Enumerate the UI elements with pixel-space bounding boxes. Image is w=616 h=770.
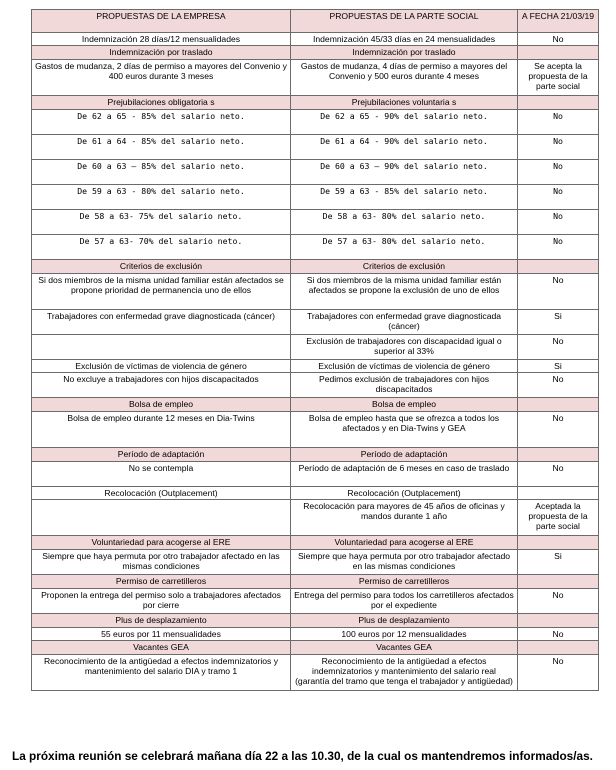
section-row xyxy=(32,487,599,500)
cell-company: Bolsa de empleo durante 12 meses en Dia-Twins xyxy=(32,412,291,448)
section-cell-social: Vacantes GEA xyxy=(291,641,518,655)
cell-date: No xyxy=(518,33,599,46)
cell-date: No xyxy=(518,412,599,448)
table-row xyxy=(32,185,599,210)
section-row xyxy=(32,96,599,110)
cell-social: Entrega del permiso para todos los carretilleros afectados por el expediente xyxy=(291,589,518,614)
section-row xyxy=(32,398,599,412)
table-body xyxy=(32,33,599,691)
header-date: A FECHA 21/03/19 xyxy=(518,10,599,33)
section-cell-company: Voluntariedad para acogerse al ERE xyxy=(32,536,291,550)
section-cell-date xyxy=(518,487,599,500)
cell-social: Pedimos exclusión de trabajadores con hijos discapacitados xyxy=(291,373,518,398)
cell-company: De 60 a 63 – 85% del salario neto. xyxy=(32,160,291,185)
cell-social: De 59 a 63 - 85% del salario neto. xyxy=(291,185,518,210)
cell-company xyxy=(32,500,291,536)
table-row xyxy=(32,274,599,310)
cell-date: No xyxy=(518,135,599,160)
cell-company: Exclusión de víctimas de violencia de género xyxy=(32,360,291,373)
cell-date: No xyxy=(518,235,599,260)
section-cell-company: Plus de desplazamiento xyxy=(32,614,291,628)
cell-social: Si dos miembros de la misma unidad familiar están afectados se propone la exclusión de uno de ellos xyxy=(291,274,518,310)
cell-date: Si xyxy=(518,310,599,335)
cell-date: No xyxy=(518,628,599,641)
section-cell-date xyxy=(518,614,599,628)
table-row xyxy=(32,235,599,260)
cell-company: 55 euros por 11 mensualidades xyxy=(32,628,291,641)
cell-date: No xyxy=(518,589,599,614)
cell-company: Indemnización 28 días/12 mensualidades xyxy=(32,33,291,46)
cell-social: Indemnización 45/33 días en 24 mensualidades xyxy=(291,33,518,46)
cell-social: Gastos de mudanza, 4 días de permiso a mayores del Convenio y 500 euros durante 4 meses xyxy=(291,60,518,96)
cell-date: No xyxy=(518,210,599,235)
table-row xyxy=(32,360,599,373)
table-row xyxy=(32,550,599,575)
table-row xyxy=(32,412,599,448)
cell-social: Exclusión de trabajadores con discapacidad igual o superior al 33% xyxy=(291,335,518,360)
table-row xyxy=(32,462,599,487)
cell-date: No xyxy=(518,335,599,360)
cell-social: Período de adaptación de 6 meses en caso de traslado xyxy=(291,462,518,487)
cell-company: No excluye a trabajadores con hijos discapacitados xyxy=(32,373,291,398)
section-cell-date xyxy=(518,448,599,462)
section-cell-date xyxy=(518,536,599,550)
table-row xyxy=(32,500,599,536)
section-cell-company: Período de adaptación xyxy=(32,448,291,462)
table-row xyxy=(32,160,599,185)
cell-date: Si xyxy=(518,360,599,373)
cell-company: De 62 a 65 - 85% del salario neto. xyxy=(32,110,291,135)
cell-company: De 59 a 63 - 80% del salario neto. xyxy=(32,185,291,210)
cell-date: Aceptada la propuesta de la parte social xyxy=(518,500,599,536)
section-cell-date xyxy=(518,398,599,412)
section-cell-social: Prejubilaciones voluntaria s xyxy=(291,96,518,110)
section-cell-company: Vacantes GEA xyxy=(32,641,291,655)
cell-company: Reconocimiento de la antigüedad a efectos indemnizatorios y mantenimiento del salario DIA y tramo 1 xyxy=(32,655,291,691)
cell-social: 100 euros por 12 mensualidades xyxy=(291,628,518,641)
section-row xyxy=(32,46,599,60)
section-cell-company: Criterios de exclusión xyxy=(32,260,291,274)
cell-date: No xyxy=(518,462,599,487)
cell-date: Si xyxy=(518,550,599,575)
cell-date: Se acepta la propuesta de la parte social xyxy=(518,60,599,96)
table-row xyxy=(32,335,599,360)
section-cell-social: Indemnización por traslado xyxy=(291,46,518,60)
cell-company xyxy=(32,335,291,360)
table-row xyxy=(32,373,599,398)
table-row xyxy=(32,110,599,135)
cell-social: Reconocimiento de la antigüedad a efectos indemnizatorios y mantenimiento del salario real (garantía del tramo que tenga el trabajador y antigüedad) xyxy=(291,655,518,691)
table-row xyxy=(32,310,599,335)
cell-social: Exclusión de víctimas de violencia de género xyxy=(291,360,518,373)
section-cell-date xyxy=(518,96,599,110)
table-row xyxy=(32,33,599,46)
cell-company: De 57 a 63- 70% del salario neto. xyxy=(32,235,291,260)
cell-company: De 61 a 64 - 85% del salario neto. xyxy=(32,135,291,160)
section-cell-date xyxy=(518,260,599,274)
cell-social: Siempre que haya permuta por otro trabajador afectado en las mismas condiciones xyxy=(291,550,518,575)
header-social: PROPUESTAS DE LA PARTE SOCIAL xyxy=(291,10,518,33)
cell-date: No xyxy=(518,655,599,691)
table-row xyxy=(32,60,599,96)
section-row xyxy=(32,260,599,274)
cell-date: No xyxy=(518,110,599,135)
section-cell-company: Prejubilaciones obligatoria s xyxy=(32,96,291,110)
section-cell-social: Recolocación (Outplacement) xyxy=(291,487,518,500)
cell-date: No xyxy=(518,160,599,185)
proposals-table xyxy=(31,9,599,691)
section-cell-company: Indemnización por traslado xyxy=(32,46,291,60)
section-cell-company: Bolsa de empleo xyxy=(32,398,291,412)
section-row xyxy=(32,641,599,655)
table-row xyxy=(32,210,599,235)
section-row xyxy=(32,614,599,628)
cell-company: Siempre que haya permuta por otro trabajador afectado en las mismas condiciones xyxy=(32,550,291,575)
section-cell-social: Criterios de exclusión xyxy=(291,260,518,274)
section-cell-social: Período de adaptación xyxy=(291,448,518,462)
table-row xyxy=(32,655,599,691)
cell-social: De 60 a 63 – 90% del salario neto. xyxy=(291,160,518,185)
footer-note: La próxima reunión se celebrará mañana día 22 a las 10.30, de la cual os mantendremos informados/as. xyxy=(12,749,593,763)
section-cell-company: Recolocación (Outplacement) xyxy=(32,487,291,500)
cell-company: Gastos de mudanza, 2 días de permiso a mayores del Convenio y 400 euros durante 3 meses xyxy=(32,60,291,96)
cell-company: Trabajadores con enfermedad grave diagnosticada (cáncer) xyxy=(32,310,291,335)
cell-date: No xyxy=(518,274,599,310)
section-cell-social: Permiso de carretilleros xyxy=(291,575,518,589)
cell-social: Bolsa de empleo hasta que se ofrezca a todos los afectados y en Dia-Twins y GEA xyxy=(291,412,518,448)
section-cell-date xyxy=(518,46,599,60)
cell-social: De 62 a 65 - 90% del salario neto. xyxy=(291,110,518,135)
cell-company: De 58 a 63- 75% del salario neto. xyxy=(32,210,291,235)
cell-social: Trabajadores con enfermedad grave diagnosticada (cáncer) xyxy=(291,310,518,335)
section-cell-social: Bolsa de empleo xyxy=(291,398,518,412)
cell-date: No xyxy=(518,185,599,210)
section-cell-company: Permiso de carretilleros xyxy=(32,575,291,589)
cell-social: Recolocación para mayores de 45 años de oficinas y mandos durante 1 año xyxy=(291,500,518,536)
cell-social: De 61 a 64 - 90% del salario neto. xyxy=(291,135,518,160)
section-cell-date xyxy=(518,641,599,655)
cell-company: Proponen la entrega del permiso solo a trabajadores afectados por cierre xyxy=(32,589,291,614)
cell-social: De 57 a 63- 80% del salario neto. xyxy=(291,235,518,260)
table-row xyxy=(32,628,599,641)
section-row xyxy=(32,536,599,550)
section-row xyxy=(32,575,599,589)
header-company: PROPUESTAS DE LA EMPRESA xyxy=(32,10,291,33)
table-header-row xyxy=(32,10,599,33)
cell-social: De 58 a 63- 80% del salario neto. xyxy=(291,210,518,235)
table-row xyxy=(32,135,599,160)
table-row xyxy=(32,589,599,614)
section-cell-social: Voluntariedad para acogerse al ERE xyxy=(291,536,518,550)
section-cell-social: Plus de desplazamiento xyxy=(291,614,518,628)
section-cell-date xyxy=(518,575,599,589)
section-row xyxy=(32,448,599,462)
cell-company: Si dos miembros de la misma unidad familiar están afectados se propone prioridad de permanencia uno de ellos xyxy=(32,274,291,310)
cell-company: No se contempla xyxy=(32,462,291,487)
cell-date: No xyxy=(518,373,599,398)
